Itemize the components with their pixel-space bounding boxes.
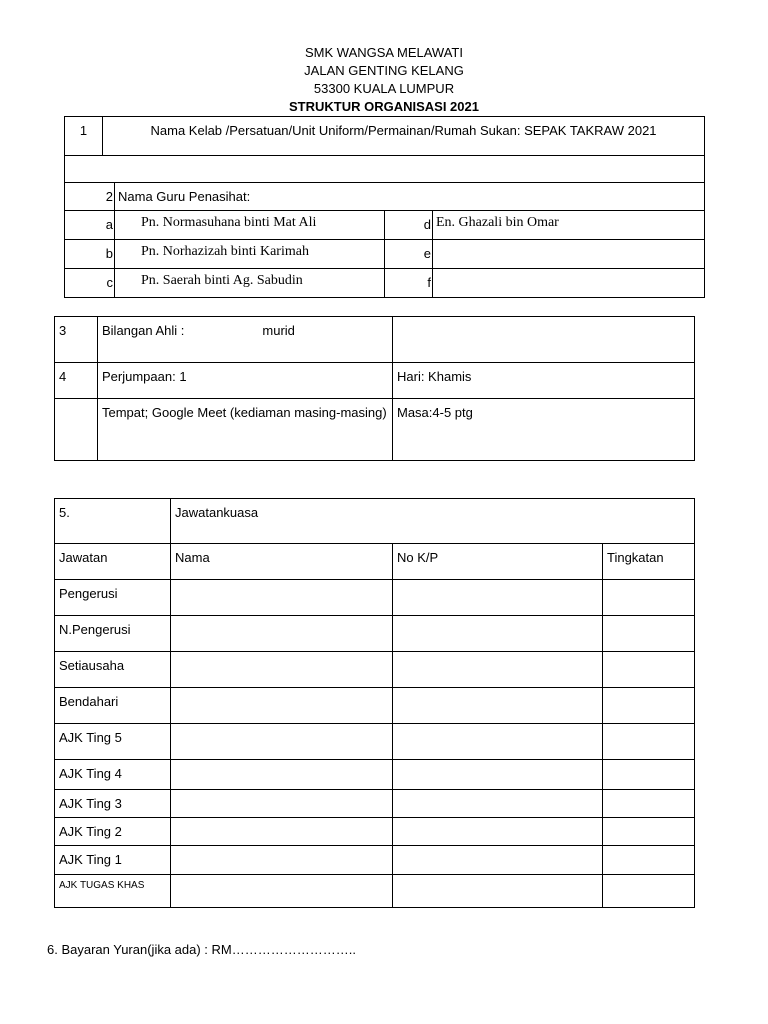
school-name: SMK WANGSA MELAWATI (305, 45, 463, 60)
position-cell: Bendahari (55, 688, 171, 724)
ic-cell (393, 580, 603, 616)
section3-members (98, 317, 393, 363)
table-row (55, 616, 695, 652)
form-cell (603, 875, 695, 908)
col-header-position: Jawatan (55, 544, 171, 580)
teacher-letter-d: d (385, 211, 433, 240)
teacher-name-c: Pn. Saerah binti Ag. Sabudin (115, 269, 385, 298)
form-cell (603, 580, 695, 616)
section3-number: 3 (55, 317, 98, 363)
teacher-name-b: Pn. Norhazizah binti Karimah (115, 240, 385, 269)
teacher-letter-e: e (385, 240, 433, 269)
form-cell (603, 724, 695, 760)
form-cell (603, 846, 695, 875)
form-cell (603, 688, 695, 724)
ic-cell (393, 760, 603, 790)
document-title: STRUKTUR ORGANISASI 2021 (289, 99, 479, 114)
position-cell: AJK Ting 1 (55, 846, 171, 875)
document-header (0, 44, 768, 116)
table-row (55, 688, 695, 724)
teacher-name-f (433, 269, 705, 298)
section1-club-name: Nama Kelab /Persatuan/Unit Uniform/Permainan/Rumah Sukan: SEPAK TAKRAW 2021 (103, 117, 705, 156)
table-row (55, 580, 695, 616)
name-cell (171, 846, 393, 875)
table-row (55, 790, 695, 818)
members-unit: murid (262, 323, 295, 338)
meeting-place: Tempat; Google Meet (kediaman masing-masing) (98, 399, 393, 461)
ic-cell (393, 846, 603, 875)
committee-table (54, 498, 695, 908)
ic-cell (393, 616, 603, 652)
school-street: JALAN GENTING KELANG (304, 63, 464, 78)
position-cell: AJK Ting 3 (55, 790, 171, 818)
form-cell (603, 790, 695, 818)
table-row (55, 875, 695, 908)
teacher-name-e (433, 240, 705, 269)
position-cell: AJK Ting 5 (55, 724, 171, 760)
meeting-count: Perjumpaan: 1 (98, 363, 393, 399)
club-advisor-table (64, 116, 705, 298)
form-cell (603, 818, 695, 846)
name-cell (171, 818, 393, 846)
ic-cell (393, 875, 603, 908)
form-cell (603, 616, 695, 652)
table-row (55, 818, 695, 846)
position-cell: Pengerusi (55, 580, 171, 616)
col-header-name: Nama (171, 544, 393, 580)
members-label: Bilangan Ahli : (102, 323, 185, 338)
teacher-letter-b: b (65, 240, 115, 269)
teacher-name-d: En. Ghazali bin Omar (433, 211, 705, 240)
section5-number: 5. (55, 499, 171, 544)
ic-cell (393, 688, 603, 724)
name-cell (171, 580, 393, 616)
position-cell: N.Pengerusi (55, 616, 171, 652)
table-row (55, 760, 695, 790)
name-cell (171, 875, 393, 908)
form-cell (603, 760, 695, 790)
position-cell: AJK Ting 4 (55, 760, 171, 790)
meeting-day: Hari: Khamis (393, 363, 695, 399)
ic-cell (393, 724, 603, 760)
ic-cell (393, 652, 603, 688)
blank-row (65, 156, 705, 183)
table-row (55, 652, 695, 688)
form-cell (603, 652, 695, 688)
section3-blank (393, 317, 695, 363)
name-cell (171, 790, 393, 818)
name-cell (171, 616, 393, 652)
meeting-time: Masa:4-5 ptg (393, 399, 695, 461)
col-header-ic: No K/P (393, 544, 603, 580)
name-cell (171, 652, 393, 688)
fee-line: 6. Bayaran Yuran(jika ada) : RM……………………….. (47, 942, 356, 957)
committee-title: Jawatankuasa (171, 499, 695, 544)
position-cell: Setiausaha (55, 652, 171, 688)
col-header-form: Tingkatan (603, 544, 695, 580)
table-row (55, 724, 695, 760)
section4-number: 4 (55, 363, 98, 399)
section2-label: Nama Guru Penasihat: (115, 183, 705, 211)
position-cell: AJK TUGAS KHAS (55, 875, 171, 908)
teacher-letter-c: c (65, 269, 115, 298)
name-cell (171, 724, 393, 760)
teacher-name-a: Pn. Normasuhana binti Mat Ali (115, 211, 385, 240)
ic-cell (393, 818, 603, 846)
name-cell (171, 688, 393, 724)
teacher-letter-f: f (385, 269, 433, 298)
table-row (55, 846, 695, 875)
ic-cell (393, 790, 603, 818)
name-cell (171, 760, 393, 790)
teacher-letter-a: a (65, 211, 115, 240)
members-meeting-table (54, 316, 695, 461)
section2-number: 2 (65, 183, 115, 211)
section1-number: 1 (65, 117, 103, 156)
school-city: 53300 KUALA LUMPUR (313, 81, 455, 96)
position-cell: AJK Ting 2 (55, 818, 171, 846)
section4-blank (55, 399, 98, 461)
